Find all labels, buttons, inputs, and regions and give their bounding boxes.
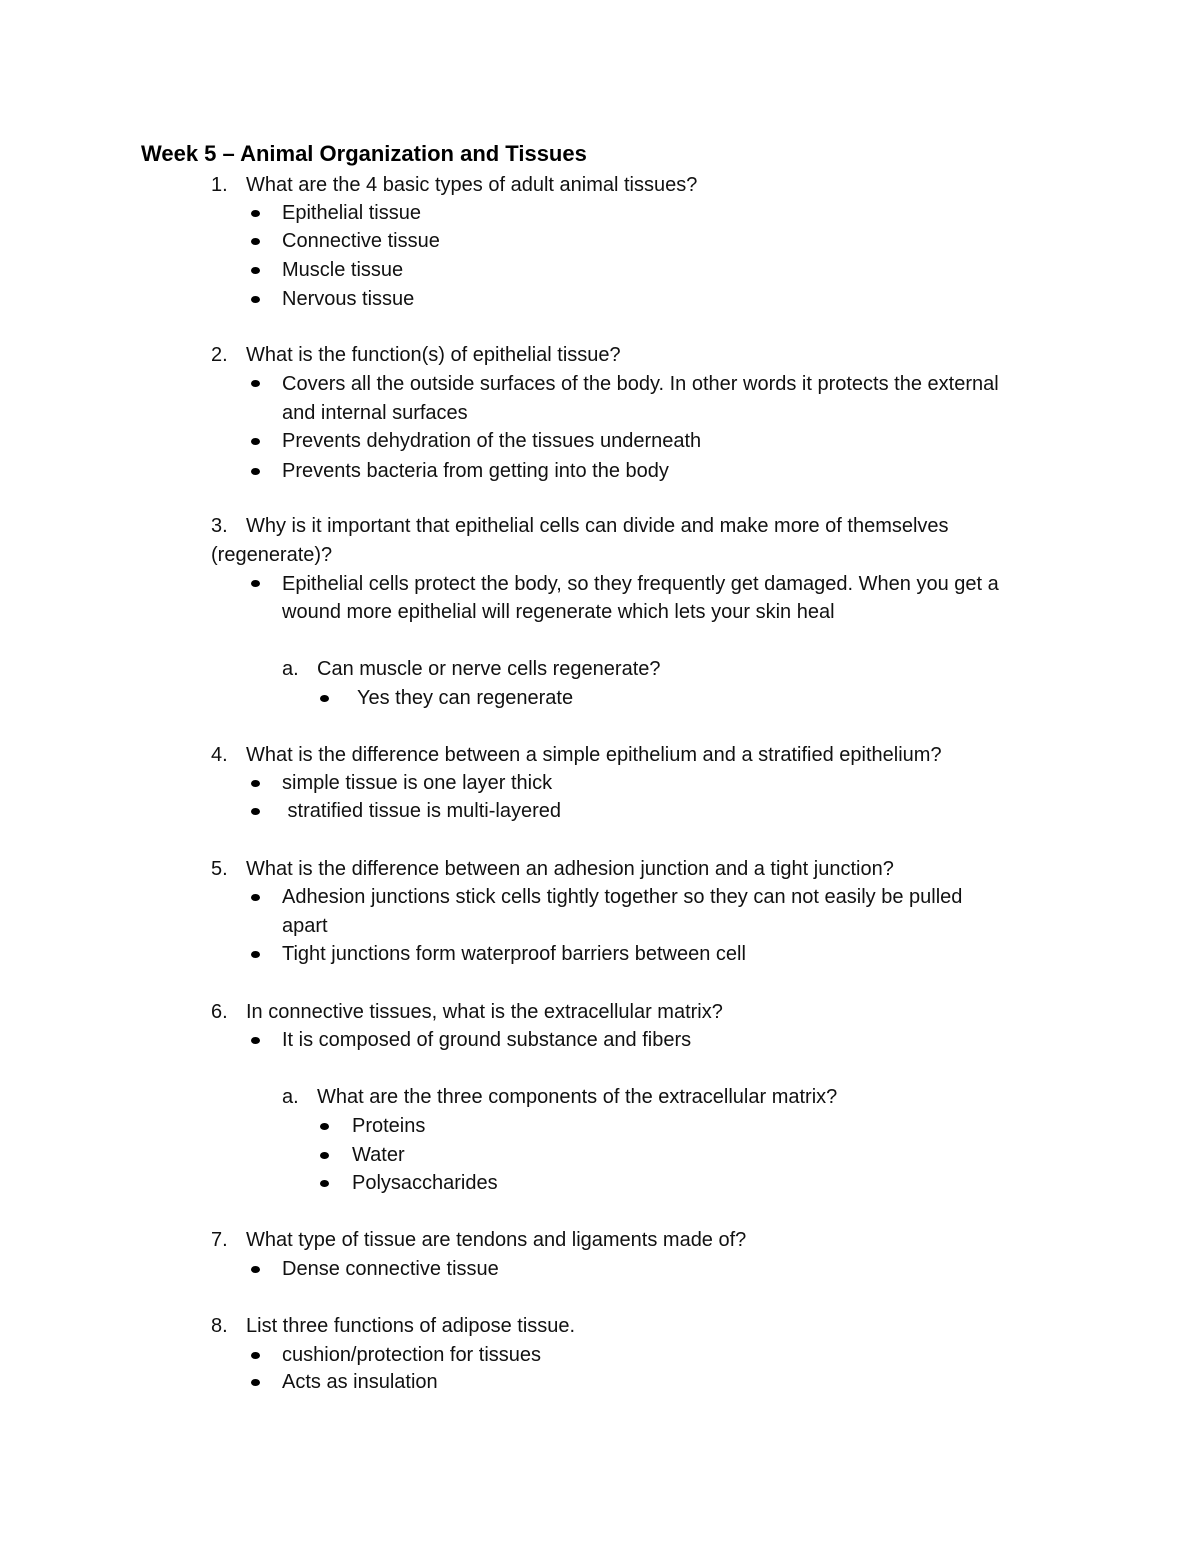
bullet-icon [251, 468, 260, 475]
answer-text: Proteins [352, 1115, 426, 1137]
bullet-icon [251, 1266, 260, 1273]
question-number: 8. [211, 1315, 228, 1337]
question-number: 3. [211, 515, 228, 537]
bullet-icon [251, 238, 260, 245]
bullet-icon [251, 438, 260, 445]
answer-text: Water [352, 1144, 405, 1166]
answer-text: Dense connective tissue [282, 1258, 499, 1280]
question-number: 1. [211, 174, 228, 196]
answer-text: and internal surfaces [282, 402, 468, 424]
answer-text: simple tissue is one layer thick [282, 772, 553, 794]
bullet-icon [251, 894, 260, 901]
bullet-icon [251, 951, 260, 958]
question-text: What type of tissue are tendons and ligaments made of? [246, 1229, 747, 1251]
bullet-icon [251, 1037, 260, 1044]
answer-text: Connective tissue [282, 230, 440, 252]
bullet-icon [251, 267, 260, 274]
question-number: 6. [211, 1001, 228, 1023]
bullet-icon [320, 1180, 329, 1187]
answer-text: apart [282, 915, 328, 937]
bullet-icon [251, 580, 260, 587]
answer-text: stratified tissue is multi-layered [282, 800, 561, 822]
answer-text: cushion/protection for tissues [282, 1344, 542, 1366]
question-text: What is the difference between a simple epithelium and a stratified epithelium? [246, 744, 942, 766]
answer-text: Covers all the outside surfaces of the body. In other words it protects the external [282, 373, 999, 395]
bullet-icon [320, 1152, 329, 1159]
answer-text: Acts as insulation [282, 1371, 438, 1393]
bullet-icon [320, 695, 329, 702]
question-number: 5. [211, 858, 228, 880]
bullet-icon [320, 1123, 329, 1130]
question-text: List three functions of adipose tissue. [246, 1315, 576, 1337]
sub-question-text: What are the three components of the extracellular matrix? [317, 1086, 838, 1108]
sub-question-letter: a. [282, 658, 299, 680]
question-text: In connective tissues, what is the extracellular matrix? [246, 1001, 723, 1023]
bullet-icon [251, 780, 260, 787]
question-text: What are the 4 basic types of adult animal tissues? [246, 174, 698, 196]
question-text: Why is it important that epithelial cells can divide and make more of themselves [246, 515, 949, 537]
question-text: (regenerate)? [211, 544, 333, 566]
bullet-icon [251, 296, 260, 303]
sub-question-letter: a. [282, 1086, 299, 1108]
bullet-icon [251, 808, 260, 815]
answer-text: Adhesion junctions stick cells tightly together so they can not easily be pulled [282, 886, 963, 908]
page-title: Week 5 – Animal Organization and Tissues [141, 141, 587, 166]
bullet-icon [251, 210, 260, 217]
answer-text: Polysaccharides [352, 1172, 498, 1194]
answer-text: It is composed of ground substance and fibers [282, 1029, 692, 1051]
question-number: 4. [211, 744, 228, 766]
question-text: What is the function(s) of epithelial tissue? [246, 344, 621, 366]
answer-text: Tight junctions form waterproof barriers between cell [282, 943, 746, 965]
answer-text: Muscle tissue [282, 259, 404, 281]
bullet-icon [251, 1352, 260, 1359]
answer-text: Yes they can regenerate [357, 687, 574, 709]
sub-question-text: Can muscle or nerve cells regenerate? [317, 658, 661, 680]
answer-text: Epithelial cells protect the body, so they frequently get damaged. When you get a [282, 573, 999, 595]
question-number: 7. [211, 1229, 228, 1251]
question-number: 2. [211, 344, 228, 366]
answer-text: wound more epithelial will regenerate which lets your skin heal [282, 601, 835, 623]
question-text: What is the difference between an adhesion junction and a tight junction? [246, 858, 894, 880]
answer-text: Prevents dehydration of the tissues underneath [282, 430, 702, 452]
bullet-icon [251, 1379, 260, 1386]
answer-text: Nervous tissue [282, 288, 415, 310]
answer-text: Prevents bacteria from getting into the body [282, 460, 669, 482]
answer-text: Epithelial tissue [282, 202, 421, 224]
bullet-icon [251, 380, 260, 387]
